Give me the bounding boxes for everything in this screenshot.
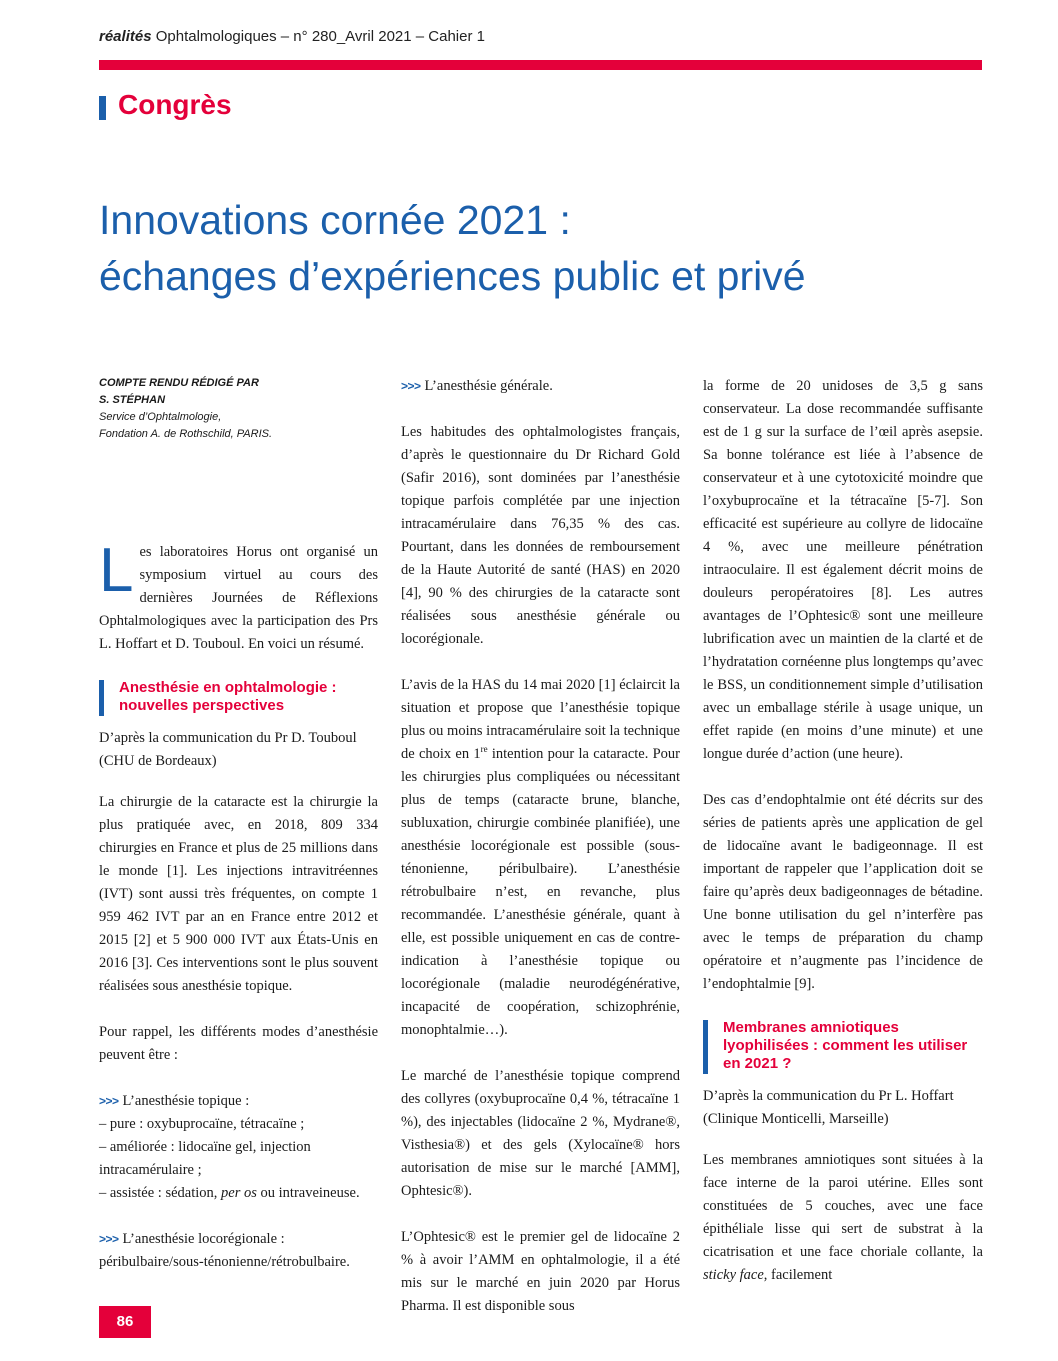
drop-cap: L [99, 536, 134, 605]
column-2 [401, 375, 680, 1341]
section-label: Congrès [118, 89, 232, 120]
arrow-marker: >>> [99, 1232, 119, 1246]
title-line-1: Innovations cornée 2021 : [99, 197, 571, 243]
source-note-1: D’après la communication du Pr D. Touboul (CHU de Bordeaux) [99, 730, 357, 769]
byline-affiliation-2: Fondation A. de Rothschild, PARIS. [99, 428, 273, 440]
paragraph-endophtalmie: Des cas d’endophtalmie ont été décrits sur des séries de patients après une application de gel de lidocaïne avant le badigeonnage. Il est important de rappeler que l’application doit se faire qu’après deux badigeonnages de bétadine. Une bonne utilisation du gel n’interfère pas avec le temps de préparation du champ opératoire et n’augmente pas l’incidence de l’endophtalmie [9]. [703, 792, 983, 992]
journal-issue: Ophtalmologiques – n° 280_Avril 2021 – Cahier 1 [155, 28, 485, 45]
paragraph-membranes: Les membranes amniotiques sont situées à la face interne de la paroi utérine. Elles sont constituées de 5 couches, avec une face épithéliale lisse qui sert de substrat à la cicatrisation et une face choriale collante, la sticky face, facilement [703, 1152, 983, 1283]
intro-text: es laboratoires Horus ont organisé un symposium virtuel au cours des dernières Journées de Réflexions Ophtalmologiques avec la participation des Prs L. Hoffart et D. Touboul. En voici un résumé. [99, 544, 378, 652]
paragraph-marche: Le marché de l’anesthésie topique comprend des collyres (oxybuprocaïne 0,4 %, tétracaïne 1 %), des injectables (lidocaïne 2 %, Mydrane®, Visthesia®) et des gels (Xylocaïne® hors autorisation de mise sur le marché [AMM], Ophtesic®). [401, 1068, 680, 1199]
subheading-anesthesie: Anesthésie en ophtalmologie : nouvelles perspectives [99, 679, 378, 715]
paragraph-chirurgie: La chirurgie de la cataracte est la chirurgie la plus pratiquée avec, en 2018, 809 334 chirurgies en France et plus de 25 millions dans le monde [1]. Les injections intravitréennes (IVT) sont aussi très fréquentes, on compte 1 959 462 IVT par an en France entre 2012 et 2015 [2] et 5 900 000 IVT aux États-Unis en 2016 [3]. Ces interventions sont le plus souvent réalisées sous anesthésie topique. [99, 794, 378, 994]
page-number: 86 [99, 1306, 151, 1338]
paragraph-unidoses: la forme de 20 unidoses de 3,5 g sans conservateur. La dose recommandée suffisante est de 1 g sur la surface de l’œil après asepsie. Sa bonne tolérance est liée à l’absence de conservateur et à une cytotoxicité moindre que l’oxybuprocaïne et la tétracaïne [5-7]. Son efficacité est supérieure au collyre de lidocaïne 4 %, avec une meilleure pénétration intraoculaire. Il est également décrit moins de douleurs peropératoires [8]. Les autres avantages de l’Ophtesic® sont une meilleure lubrification avec un maintien de la clarté et de l’hydratation cornéenne plus longtemps qu’avec le BSS, un conditionnement simple d’utilisation avec un emballage stérile à usage unique, un effet rapide (en moins d’une minute) et une longue durée d’action (une heure). [703, 378, 983, 762]
column-3 [703, 375, 983, 1310]
running-header [99, 28, 485, 45]
subheading-membranes: Membranes amniotiques lyophilisées : comment les utiliser en 2021 ? [703, 1019, 983, 1073]
journal-brand: réalités [99, 28, 152, 45]
list-anesthesie-topique: >>> L’anesthésie topique : – pure : oxybuprocaïne, tétracaïne ; – améliorée : lidocaïne gel, injection intracamérulaire ; – assistée : sédation, per os ou intraveineuse. [99, 1093, 360, 1201]
intro-paragraph [99, 536, 378, 656]
header-rule [99, 60, 982, 70]
byline-author: S. STÉPHAN [99, 394, 166, 406]
title-line-2: échanges d’expériences public et privé [99, 253, 806, 299]
section-marker [99, 96, 106, 120]
column-1 [99, 375, 378, 1297]
article-title [99, 192, 979, 304]
list-anesthesie-locoregionale: >>> L’anesthésie locorégionale : péribulbaire/sous-ténonienne/rétrobulbaire. [99, 1231, 350, 1270]
arrow-marker: >>> [401, 379, 421, 393]
list-anesthesie-generale: >>> L’anesthésie générale. [401, 378, 553, 394]
byline [99, 375, 378, 443]
source-note-2: D’après la communication du Pr L. Hoffart (Clinique Monticelli, Marseille) [703, 1088, 954, 1127]
paragraph-avis-has: L’avis de la HAS du 14 mai 2020 [1] éclaircit la situation et propose que l’anesthésie topique plus ou moins intracamérulaire soit la technique de choix en 1re intention pour la cataracte. Pour les chirurgies plus compliquées ou nécessitant plus de temps (cataracte brune, blanche, subluxation, chirurgie combinée planifiée), une anesthésie locorégionale est possible (sous-ténonienne, péribulbaire). L’anesthésie rétrobulbaire n’est, en revanche, plus recommandée. L’anesthésie générale, quant à elle, est possible uniquement en cas de contre-indication à l’anesthésie topique ou locorégionale (maladie neurodégénérative, incapacité de coopération, schizophrénie, monophtalmie…). [401, 677, 680, 1038]
paragraph-ophtesic: L’Ophtesic® est le premier gel de lidocaïne 2 % à avoir l’AMM en ophtalmologie, il a été mis sur le marché en juin 2020 par Horus Pharma. Il est disponible sous [401, 1229, 680, 1314]
paragraph-rappel: Pour rappel, les différents modes d’anesthésie peuvent être : [99, 1024, 378, 1063]
byline-role: COMPTE RENDU RÉDIGÉ PAR [99, 377, 259, 389]
paragraph-habitudes: Les habitudes des ophtalmologistes français, d’après le questionnaire du Dr Richard Gold (Safir 2016), sont dominées par l’anesthésie topique parfois complétée par une injection intracamérulaire dans 76,35 % des cas. Pourtant, dans les données de remboursement de la Haute Autorité de santé (HAS) en 2020 [4], 90 % des chirurgies de la cataracte sont réalisées sous anesthésie générale ou locorégionale. [401, 424, 680, 647]
byline-affiliation-1: Service d’Ophtalmologie, [99, 411, 222, 423]
arrow-marker: >>> [99, 1094, 119, 1108]
